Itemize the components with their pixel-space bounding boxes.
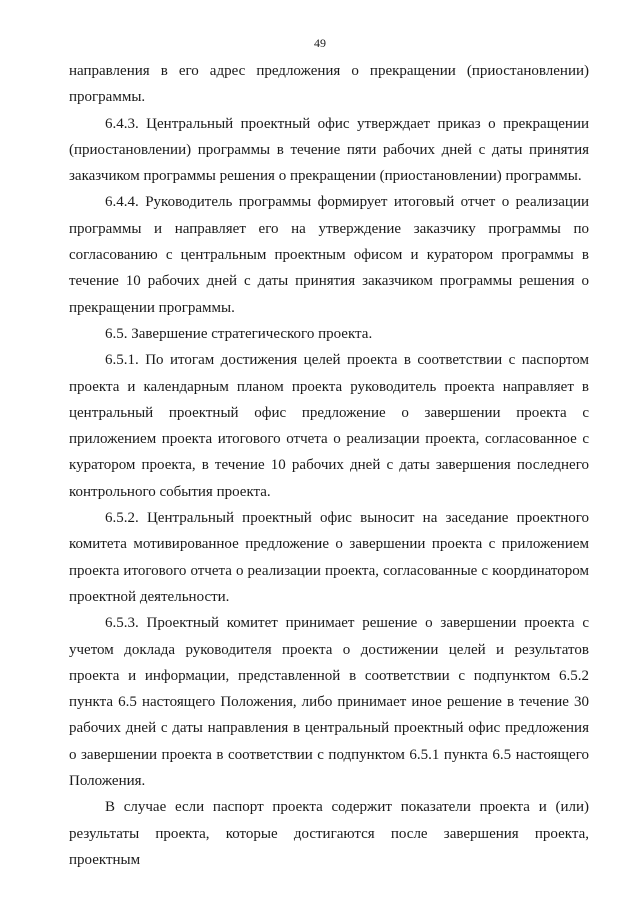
paragraph-6-4-3: 6.4.3. Центральный проектный офис утверждает приказ о прекращении (приостановлении) программы в течение пяти рабочих дней с даты принятия заказчиком программы решения о прекращении (приостановлении) программы. xyxy=(69,115,589,185)
paragraph-continuation: направления в его адрес предложения о прекращении (приостановлении) программы. xyxy=(69,63,589,106)
document-body xyxy=(69,58,589,873)
paragraph-6-4-4: 6.4.4. Руководитель программы формирует итоговый отчет о реализации программы и направляет его на утверждение заказчику программы по согласованию с центральным проектным офисом и куратором программы в течение 10 рабочих дней с даты принятия заказчиком программы решения о прекращении программы. xyxy=(69,194,589,316)
paragraph-6-5-3: 6.5.3. Проектный комитет принимает решение о завершении проекта с учетом доклада руководителя проекта о достижении целей и результатов проекта и информации, представленной в соответствии с подпунктом 6.5.2 пункта 6.5 настоящего Положения, либо принимает иное решение в течение 30 рабочих дней с даты направления в центральный проектный офис предложения о завершении проекта в соответствии с подпунктом 6.5.1 пункта 6.5 настоящего Положения. xyxy=(69,615,589,790)
page-number: 49 xyxy=(314,36,326,50)
paragraph-in-case: В случае если паспорт проекта содержит показатели проекта и (или) результаты проекта, которые достигаются после завершения проекта, проектным xyxy=(69,799,589,868)
section-heading-6-5: 6.5. Завершение стратегического проекта. xyxy=(105,325,373,342)
paragraph-6-5-1: 6.5.1. По итогам достижения целей проекта в соответствии с паспортом проекта и календарным планом проекта руководитель проекта направляет в центральный проектный офис предложение о завершении проекта с приложением проекта итогового отчета о реализации проекта, согласованное с куратором проекта, в течение 10 рабочих дней с даты завершения последнего контрольного события проекта. xyxy=(69,352,589,500)
paragraph-6-5-2: 6.5.2. Центральный проектный офис выносит на заседание проектного комитета мотивированное предложение о завершении проекта с приложением проекта итогового отчета о реализации проекта, согласованные с координатором проектной деятельности. xyxy=(69,510,589,605)
